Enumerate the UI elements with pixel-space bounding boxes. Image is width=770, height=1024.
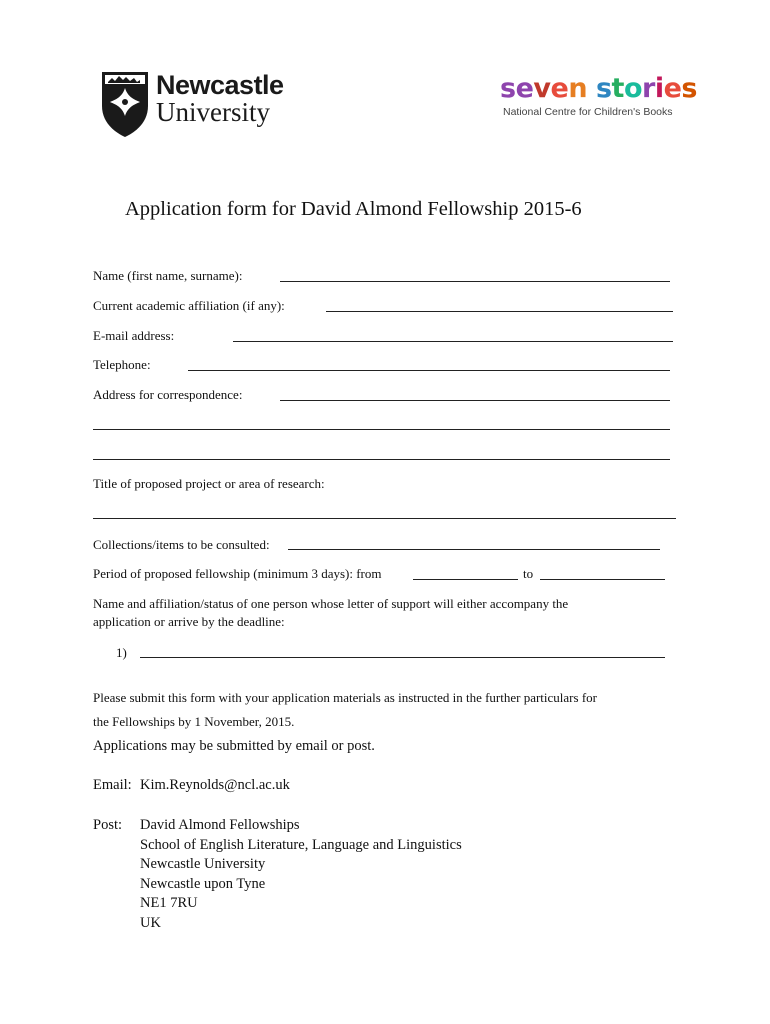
- postal-address-line: UK: [140, 914, 161, 931]
- contact-post-label: Post:: [93, 817, 123, 833]
- seven-stories-letter: s: [681, 73, 697, 104]
- project-title-input-line[interactable]: [93, 518, 676, 519]
- page-title: Application form for David Almond Fellowship 2015-6: [125, 198, 582, 220]
- period-to-input-line[interactable]: [540, 579, 665, 580]
- support-label-line2: application or arrive by the deadline:: [93, 614, 285, 629]
- seven-stories-letter: e: [663, 73, 682, 104]
- postal-address: [140, 817, 462, 934]
- telephone-label: Telephone:: [93, 357, 151, 372]
- seven-stories-letter: v: [533, 73, 551, 104]
- newcastle-logo-line2: University: [156, 97, 270, 127]
- postal-address-line: School of English Literature, Language and Linguistics: [140, 836, 462, 853]
- period-label: Period of proposed fellowship (minimum 3 days): from: [93, 566, 382, 581]
- name-input-line[interactable]: [280, 281, 670, 282]
- name-label: Name (first name, surname):: [93, 268, 243, 283]
- newcastle-university-logo: [100, 70, 315, 140]
- postal-address-line: David Almond Fellowships: [140, 817, 300, 833]
- email-input-line[interactable]: [233, 341, 673, 342]
- support-item-number: 1): [116, 645, 127, 660]
- seven-stories-letter: r: [642, 73, 655, 104]
- contact-email-link[interactable]: Kim.Reynolds@ncl.ac.uk: [140, 777, 290, 793]
- telephone-input-line[interactable]: [188, 370, 670, 371]
- address-label: Address for correspondence:: [93, 387, 243, 402]
- seven-stories-letter: s: [500, 73, 516, 104]
- seven-stories-letter: t: [611, 73, 624, 104]
- postal-address-line: Newcastle upon Tyne: [140, 875, 266, 892]
- period-to-label: to: [523, 566, 534, 581]
- seven-stories-letter: i: [654, 73, 664, 104]
- address-input-line-2[interactable]: [93, 429, 670, 430]
- instructions-line1: Please submit this form with your application materials as instructed in the further particulars for: [93, 690, 597, 705]
- seven-stories-letter: s: [595, 73, 612, 104]
- contact-email-label: Email:: [93, 777, 132, 793]
- seven-stories-letter: o: [623, 73, 643, 104]
- seven-stories-logo: [500, 73, 740, 123]
- postal-address-line: Newcastle University: [140, 856, 266, 872]
- newcastle-logo-line1: Newcastle: [156, 70, 284, 100]
- address-input-line-3[interactable]: [93, 459, 670, 460]
- seven-stories-letter: e: [550, 73, 569, 104]
- instructions-line2: the Fellowships by 1 November, 2015.: [93, 714, 295, 729]
- support-input-line[interactable]: [140, 657, 665, 658]
- email-label: E-mail address:: [93, 328, 175, 343]
- affiliation-label: Current academic affiliation (if any):: [93, 298, 285, 313]
- support-label-line1: Name and affiliation/status of one person whose letter of support will either accompany the: [93, 596, 569, 611]
- affiliation-input-line[interactable]: [326, 311, 673, 312]
- instructions-line3: Applications may be submitted by email or post.: [93, 738, 375, 754]
- period-from-input-line[interactable]: [413, 579, 518, 580]
- seven-stories-letter: [587, 73, 596, 104]
- seven-stories-letter: n: [568, 73, 588, 104]
- project-title-label: Title of proposed project or area of research:: [93, 476, 325, 491]
- collections-label: Collections/items to be consulted:: [93, 537, 270, 552]
- collections-input-line[interactable]: [288, 549, 660, 550]
- seven-stories-wordmark: [500, 73, 697, 104]
- seven-stories-letter: e: [515, 73, 534, 104]
- postal-address-line: NE1 7RU: [140, 895, 198, 911]
- address-input-line-1[interactable]: [280, 400, 670, 401]
- seven-stories-tagline: National Centre for Children's Books: [503, 106, 673, 118]
- newcastle-crest-icon: [100, 70, 150, 138]
